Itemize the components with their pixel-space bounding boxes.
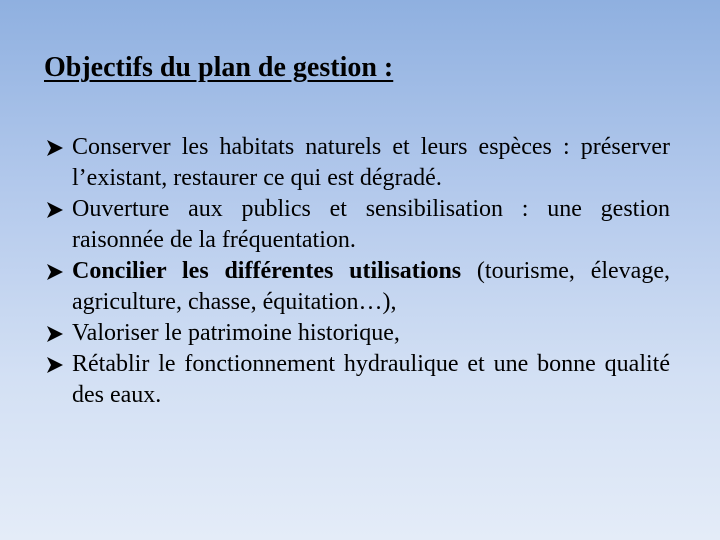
bullet-list <box>46 132 670 411</box>
bullet-item <box>46 256 670 318</box>
arrowhead-icon <box>46 349 72 380</box>
arrowhead-icon <box>46 194 72 225</box>
bullet-text: Ouverture aux publics et sensibilisation : une gestion raisonnée de la fréquentation. <box>72 196 670 253</box>
bullet-text: Conserver les habitats naturels et leurs espèces : préserver l’existant, restaurer ce qui est dégradé. <box>72 134 670 191</box>
bullet-item <box>46 318 670 349</box>
bullet-item <box>46 194 670 256</box>
bullet-rest-text: (tourisme, élevage, agriculture, chasse, équitation…), <box>72 258 670 315</box>
bullet-text: Valoriser le patrimoine historique, <box>72 320 400 346</box>
bullet-bold-text: Concilier les différentes utilisations <box>72 258 462 284</box>
bullet-item <box>46 132 670 194</box>
bullet-text <box>72 256 670 318</box>
bullet-item <box>46 349 670 411</box>
arrowhead-icon <box>46 318 72 349</box>
arrowhead-icon <box>46 132 72 163</box>
bullet-text: Rétablir le fonctionnement hydraulique et une bonne qualité des eaux. <box>72 351 670 408</box>
arrowhead-icon <box>46 256 72 287</box>
slide-title: Objectifs du plan de gestion : <box>44 52 394 83</box>
